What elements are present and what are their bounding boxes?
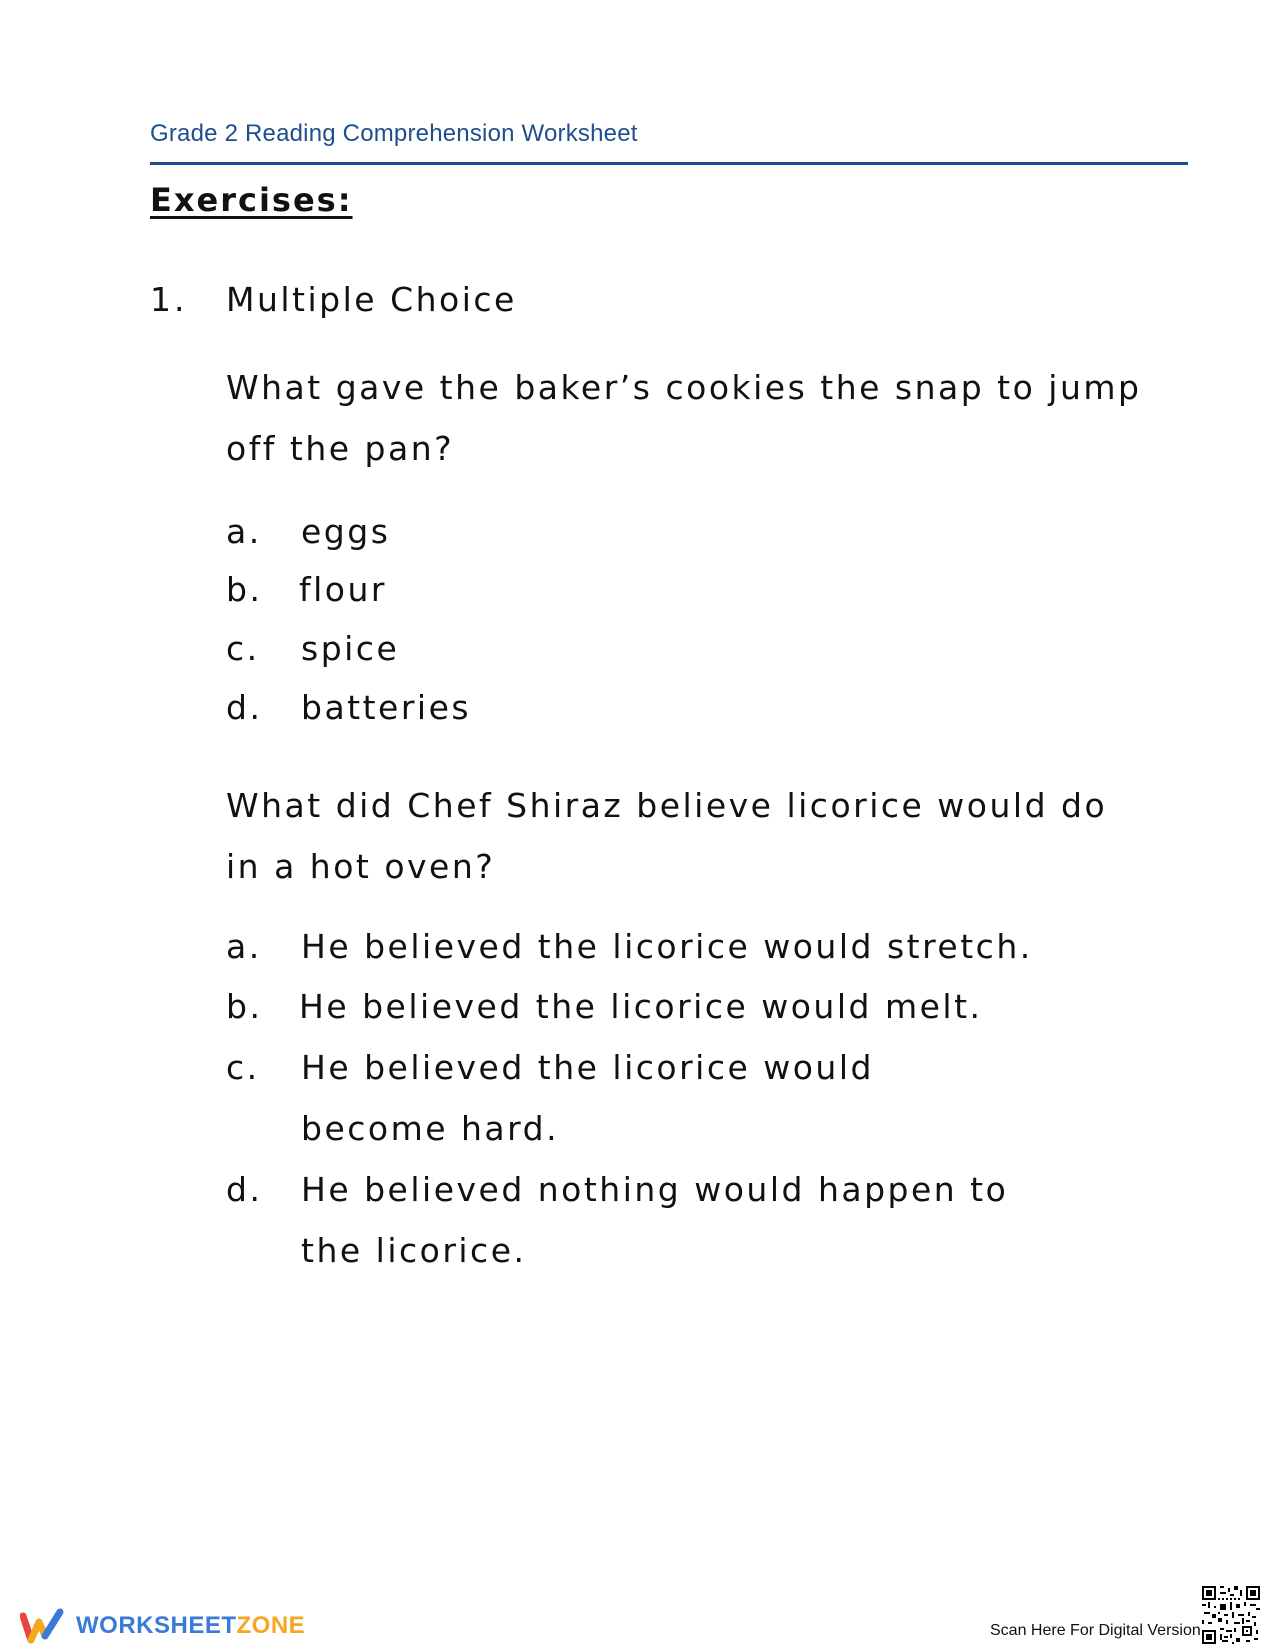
q2-option-b[interactable] (226, 976, 1146, 1037)
option-text: flour (299, 570, 387, 609)
q1-option-c[interactable] (226, 618, 1146, 679)
q1-option-a[interactable] (226, 501, 1146, 562)
logo-word-worksheet: WORKSHEET (76, 1612, 237, 1639)
question-1: What gave the baker’s cookies the snap to jump off the pan? (226, 368, 1142, 468)
option-text: He believed the licorice would melt. (299, 987, 983, 1026)
qr-code-icon[interactable] (1202, 1586, 1260, 1644)
option-text: batteries (301, 688, 472, 727)
option-letter: b. (226, 570, 263, 609)
q1-option-b[interactable] (226, 559, 1146, 620)
option-text: He believed the licorice would become hard. (301, 1048, 874, 1148)
option-text: He believed nothing would happen to the licorice. (301, 1170, 1009, 1270)
option-letter: b. (226, 987, 263, 1026)
logo-word-zone: ZONE (236, 1612, 306, 1639)
option-letter: d. (226, 1170, 263, 1209)
scan-instruction: Scan Here For Digital Version (990, 1622, 1201, 1639)
q2-option-c[interactable] (226, 1037, 1146, 1159)
worksheetzone-logo-icon (20, 1606, 66, 1646)
q2-option-a[interactable] (226, 916, 1146, 977)
worksheet-title: Grade 2 Reading Comprehension Worksheet (150, 120, 638, 147)
option-letter: c. (226, 1048, 260, 1087)
exercise-number: 1. (150, 280, 188, 319)
option-letter: c. (226, 629, 260, 668)
option-letter: d. (226, 688, 263, 727)
q2-option-d[interactable] (226, 1159, 1146, 1281)
worksheetzone-logo[interactable] (20, 1606, 305, 1646)
option-letter: a. (226, 512, 262, 551)
option-text: He believed the licorice would stretch. (301, 927, 1033, 966)
header-divider (150, 162, 1188, 165)
section-heading: Exercises: (150, 181, 353, 219)
option-text: eggs (301, 512, 391, 551)
question-2: What did Chef Shiraz believe licorice would do in a hot oven? (226, 786, 1108, 886)
option-letter: a. (226, 927, 262, 966)
logo-wordmark (76, 1612, 305, 1640)
exercise-title: Multiple Choice (226, 280, 517, 319)
q1-option-d[interactable] (226, 677, 1146, 738)
option-text: spice (301, 629, 400, 668)
